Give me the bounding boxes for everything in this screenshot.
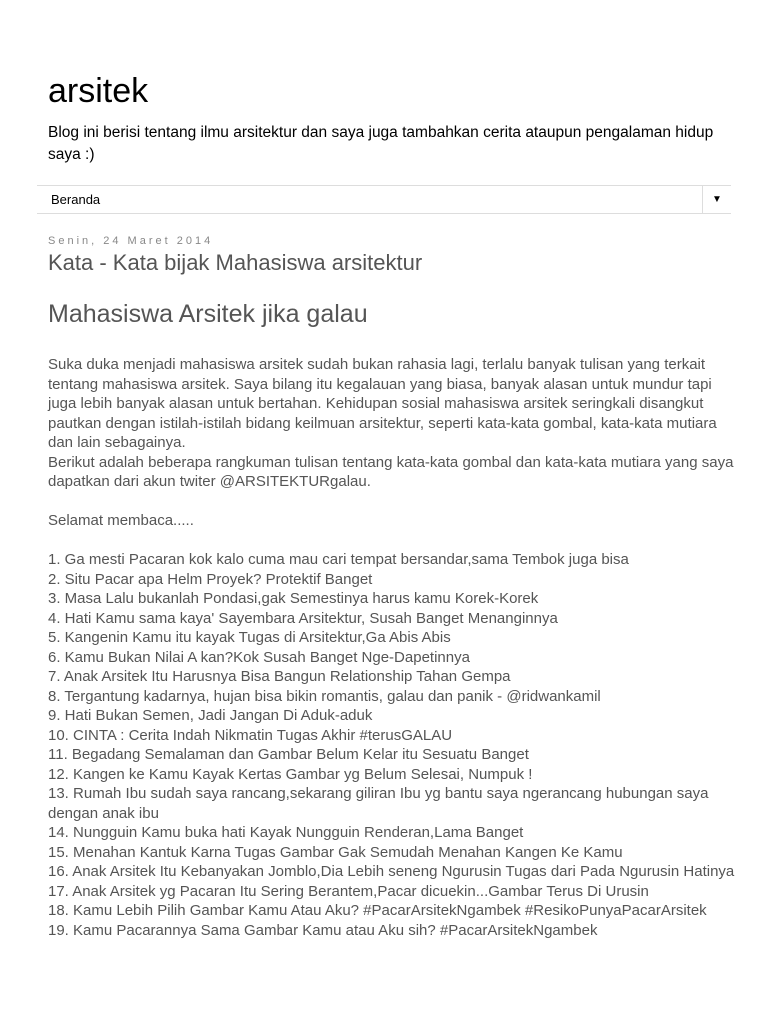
post-paragraph: Suka duka menjadi mahasiswa arsitek sudah bukan rahasia lagi, terlalu banyak tulisan yang terkait tentang mahasiswa arsitek. Saya bilang itu kegalauan yang biasa, banyak alasan untuk mundur tapi juga lebih banyak alasan untuk bertahan. Kehidupan sosial mahasiswa arsitek seringkali disangkut pautkan dengan istilah-istilah bidang keilmuan arsitektur, seperti kata-kata gombal, kata-kata mutiara dan lain sebagainya. <box>48 356 717 451</box>
nav-bar <box>37 185 731 214</box>
list-item: 18. Kamu Lebih Pilih Gambar Kamu Atau Aku? #PacarArsitekNgambek #ResikoPunyaPacarArsitek <box>48 902 707 919</box>
list-item: 2. Situ Pacar apa Helm Proyek? Protektif Banget <box>48 570 373 588</box>
list-item: 7. Anak Arsitek Itu Harusnya Bisa Bangun Relationship Tahan Gempa <box>48 668 511 685</box>
list-item: 17. Anak Arsitek yg Pacaran Itu Sering Berantem,Pacar dicuekin...Gambar Terus Di Urusin <box>48 882 649 900</box>
post-body <box>48 355 738 940</box>
nav-item-beranda[interactable]: Beranda <box>51 192 101 207</box>
post-title[interactable]: Kata - Kata bijak Mahasiswa arsitektur <box>48 250 423 275</box>
list-item: 8. Tergantung kadarnya, hujan bisa bikin romantis, galau dan panik - @ridwankamil <box>48 687 601 705</box>
list-item: 5. Kangenin Kamu itu kayak Tugas di Arsitektur,Ga Abis Abis <box>48 629 451 646</box>
list-item: 6. Kamu Bukan Nilai A kan?Kok Susah Banget Nge-Dapetinnya <box>48 648 470 666</box>
list-item: 11. Begadang Semalaman dan Gambar Belum Kelar itu Sesuatu Banget <box>48 746 529 763</box>
post-paragraph: Berikut adalah beberapa rangkuman tulisan tentang kata-kata gombal dan kata-kata mutiara yang saya dapatkan dari akun twiter @ARSITEKTURgalau. <box>48 453 734 490</box>
post-greeting: Selamat membaca..... <box>48 512 194 529</box>
list-item: 15. Menahan Kantuk Karna Tugas Gambar Gak Semudah Menahan Kangen Ke Kamu <box>48 843 623 861</box>
dropdown-triangle-icon[interactable]: ▼ <box>702 186 731 213</box>
list-item: 12. Kangen ke Kamu Kayak Kertas Gambar yg Belum Selesai, Numpuk ! <box>48 765 533 783</box>
list-item: 4. Hati Kamu sama kaya' Sayembara Arsitektur, Susah Banget Menanginnya <box>48 609 558 627</box>
list-item: 3. Masa Lalu bukanlah Pondasi,gak Semestinya harus kamu Korek-Korek <box>48 590 539 607</box>
list-item: 19. Kamu Pacarannya Sama Gambar Kamu atau Aku sih? #PacarArsitekNgambek <box>48 921 598 939</box>
list-item: 9. Hati Bukan Semen, Jadi Jangan Di Aduk-aduk <box>48 707 373 724</box>
list-item: 13. Rumah Ibu sudah saya rancang,sekarang giliran Ibu yg bantu saya ngerancang hubungan saya dengan anak ibu <box>48 785 709 822</box>
blog-description: Blog ini berisi tentang ilmu arsitektur dan saya juga tambahkan cerita ataupun pengalaman hidup saya :) <box>48 124 714 163</box>
list-item: 14. Nungguin Kamu buka hati Kayak Nungguin Renderan,Lama Banget <box>48 824 524 841</box>
blog-title[interactable]: arsitek <box>48 72 149 110</box>
list-item: 1. Ga mesti Pacaran kok kalo cuma mau cari tempat bersandar,sama Tembok juga bisa <box>48 551 629 568</box>
post-heading: Mahasiswa Arsitek jika galau <box>48 300 368 328</box>
list-item: 16. Anak Arsitek Itu Kebanyakan Jomblo,Dia Lebih seneng Ngurusin Tugas dari Pada Ngurusin Hatinya <box>48 863 735 880</box>
list-item: 10. CINTA : Cerita Indah Nikmatin Tugas Akhir #terusGALAU <box>48 726 453 744</box>
post-date: Senin, 24 Maret 2014 <box>48 235 214 247</box>
quote-list <box>48 550 738 940</box>
